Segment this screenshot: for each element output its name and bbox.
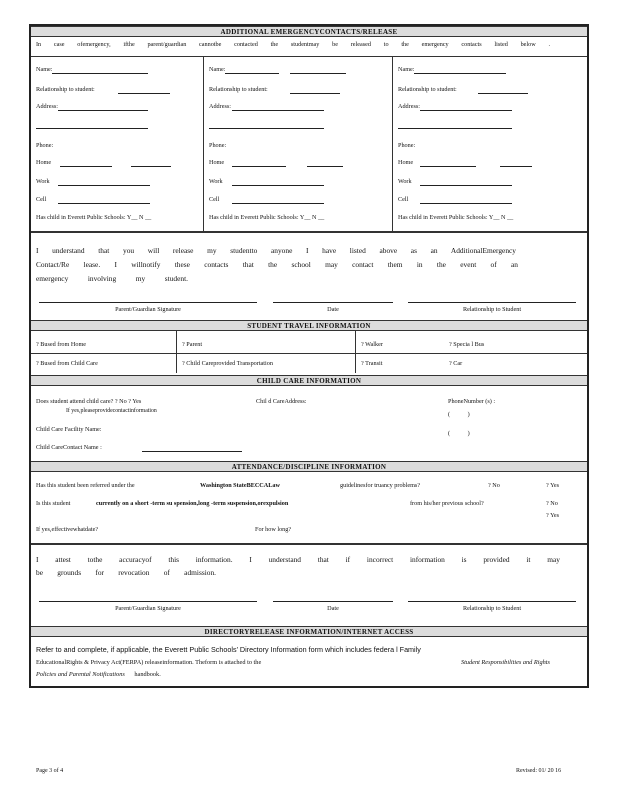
travel-option-child-care-transport[interactable]: ? Child Careprovided Transportation (182, 360, 273, 367)
childcare-if-yes: If yes,pleaseprovidecontactinformation (66, 408, 157, 414)
divider (31, 231, 587, 233)
has-child-question: Has child in Everett Public Schools: Y__ N __ (398, 214, 514, 221)
childcare-address-label: Chil d CareAddress: (256, 398, 307, 405)
address-field-2[interactable] (36, 128, 148, 129)
relationship-line[interactable] (408, 601, 576, 602)
directory-line-2-text: EducationalRights & Privacy Act(FERPA) releaseinformation. Theform is attached to the (36, 659, 262, 666)
travel-option-parent[interactable]: ? Parent (182, 341, 203, 348)
attest-line-1: I attest tothe accuracyof this information. I understand that if incorrect information is provided it may (36, 555, 560, 564)
phone-label: Phone: (36, 142, 54, 149)
attendance-q1-suffix: guidelinesfor truancy problems? (340, 482, 421, 489)
column-divider (203, 56, 204, 231)
cell-phone-field[interactable] (232, 203, 324, 204)
home-phone-field[interactable] (60, 166, 112, 167)
handbook-title: Student Responsibilities and Rights (460, 659, 550, 666)
date-line[interactable] (273, 302, 393, 303)
relationship-line[interactable] (408, 302, 576, 303)
date-line[interactable] (273, 601, 393, 602)
childcare-facility-label: Child Care Facility Name: (36, 426, 102, 433)
attendance-q1-no[interactable]: ? No (488, 482, 500, 489)
attest-line-2: be grounds for revocation of admission. (36, 568, 216, 577)
name-label: Name: (209, 66, 226, 73)
relationship-field[interactable] (290, 93, 340, 94)
cell-phone-field[interactable] (420, 203, 512, 204)
cell-label: Cell (398, 196, 409, 203)
revised-date: Revised: 01/ 20 16 (516, 768, 562, 774)
travel-option-special-bus[interactable]: ? Specia l Bus (449, 341, 485, 348)
attendance-q1-law: Washington StateBECCALaw (200, 482, 280, 489)
relationship-caption: Relationship to Student (462, 306, 522, 313)
travel-header: STUDENT TRAVEL INFORMATION (31, 320, 587, 331)
address-field-2[interactable] (209, 128, 324, 129)
page-number: Page 3 of 4 (36, 768, 64, 774)
address-label: Address: (36, 103, 58, 110)
work-phone-field[interactable] (232, 185, 324, 186)
column-divider (355, 331, 356, 373)
home-phone-field[interactable] (420, 166, 476, 167)
column-divider (176, 331, 177, 373)
divider (31, 56, 587, 57)
work-phone-field[interactable] (58, 185, 150, 186)
signature-line[interactable] (39, 302, 257, 303)
name-label: Name: (398, 66, 415, 73)
phone-label: Phone: (398, 142, 416, 149)
column-divider (392, 56, 393, 231)
attendance-q2-no[interactable]: ? No (546, 500, 558, 507)
relationship-label: Relationship to student: (36, 86, 95, 93)
childcare-question: Does student attend child care? ? No ? Yes (36, 398, 142, 405)
home-phone-field[interactable] (232, 166, 286, 167)
home-label: Home (398, 159, 414, 166)
home-label: Home (36, 159, 52, 166)
relationship-field[interactable] (118, 93, 170, 94)
date-caption: Date (327, 605, 339, 612)
childcare-contact-label: Child CareContact Name : (36, 444, 102, 451)
directory-line-1: Refer to and complete, if applicable, the Everett Public Schools’ Directory Information form which includes federa l Family (36, 645, 421, 654)
release-text-line-1: I understand that you will release my studentto anyone I have listed above as an AdditionalEmergency (36, 246, 516, 255)
directory-header: DIRECTORYRELEASE INFORMATION/INTERNET ACCESS (31, 626, 587, 637)
attendance-q1-prefix: Has this student been referred under the (36, 482, 135, 489)
work-label: Work (209, 178, 223, 185)
signature-caption: Parent/Guardian Signature (115, 605, 181, 612)
attendance-q2-suffix: from his/her previous school? (410, 500, 484, 507)
address-field[interactable] (420, 110, 512, 111)
name-field-2[interactable] (290, 73, 346, 74)
has-child-question: Has child in Everett Public Schools: Y__ N __ (209, 214, 325, 221)
divider (31, 543, 587, 545)
emergency-header: ADDITIONAL EMERGENCYCONTACTS/RELEASE (31, 26, 587, 37)
address-field-2[interactable] (398, 128, 512, 129)
relationship-caption: Relationship to Student (462, 605, 522, 612)
address-field[interactable] (58, 110, 148, 111)
work-phone-field[interactable] (420, 185, 512, 186)
childcare-phone-1[interactable]: ( ) (448, 411, 478, 418)
name-label: Name: (36, 66, 53, 73)
childcare-contact-field[interactable] (142, 451, 242, 452)
attendance-header: ATTENDANCE/DISCIPLINE INFORMATION (31, 461, 587, 472)
travel-option-car[interactable]: ? Car (449, 360, 463, 367)
travel-option-transit[interactable]: ? Transit (361, 360, 383, 367)
name-field[interactable] (225, 73, 279, 74)
date-caption: Date (327, 306, 339, 313)
attendance-q2-status: currently on a short -term su spension,long -term suspension,orexpulsion (96, 500, 289, 507)
cell-phone-field[interactable] (58, 203, 150, 204)
directory-line-3-text: handbook. (134, 671, 161, 678)
address-label: Address: (398, 103, 420, 110)
address-field[interactable] (232, 110, 324, 111)
attendance-how-long: For how long? (255, 526, 292, 533)
emergency-intro: In case ofemergency, ifthe parent/guardian cannotbe contacted the studentmay be released to the emergency contacts listed below . (36, 41, 550, 48)
relationship-label: Relationship to student: (398, 86, 457, 93)
attendance-effective-date: If yes,effectivewhatdate? (36, 526, 99, 533)
relationship-label: Relationship to student: (209, 86, 268, 93)
attendance-q1-yes[interactable]: ? Yes (546, 482, 560, 489)
childcare-header: CHILD CARE INFORMATION (31, 375, 587, 386)
attendance-q2-yes[interactable]: ? Yes (546, 512, 560, 519)
travel-option-walker[interactable]: ? Walker (361, 341, 383, 348)
release-text-line-3: emergency involving my student. (36, 274, 188, 283)
directory-line-3 (36, 671, 161, 678)
phone-label: Phone: (209, 142, 227, 149)
home-label: Home (209, 159, 225, 166)
signature-line[interactable] (39, 601, 257, 602)
home-phone-field-2[interactable] (500, 166, 532, 167)
childcare-phone-2[interactable]: ( ) (448, 430, 478, 437)
attendance-q2-prefix: Is this student (36, 500, 71, 507)
home-phone-field-2[interactable] (131, 166, 171, 167)
has-child-question: Has child in Everett Public Schools: Y__ N __ (36, 214, 152, 221)
divider (31, 353, 587, 354)
form-frame (29, 24, 589, 688)
home-phone-field-2[interactable] (307, 166, 343, 167)
relationship-field[interactable] (478, 93, 528, 94)
travel-option-bused-child-care[interactable]: ? Bused from Child Care (36, 360, 98, 367)
signature-caption: Parent/Guardian Signature (115, 306, 181, 313)
travel-option-bused-home[interactable]: ? Bused from Home (36, 341, 87, 348)
childcare-phone-label: PhoneNumber (s) : (448, 398, 496, 405)
work-label: Work (398, 178, 412, 185)
cell-label: Cell (209, 196, 220, 203)
name-field[interactable] (414, 73, 506, 74)
directory-line-2 (36, 659, 550, 666)
address-label: Address: (209, 103, 231, 110)
cell-label: Cell (36, 196, 47, 203)
name-field[interactable] (52, 73, 148, 74)
handbook-title-cont: Policies and Parental Notifications (36, 671, 125, 678)
release-text-line-2: Contact/Re lease. I willnotify these contacts that the school may contact them in the event of an (36, 260, 518, 269)
work-label: Work (36, 178, 50, 185)
